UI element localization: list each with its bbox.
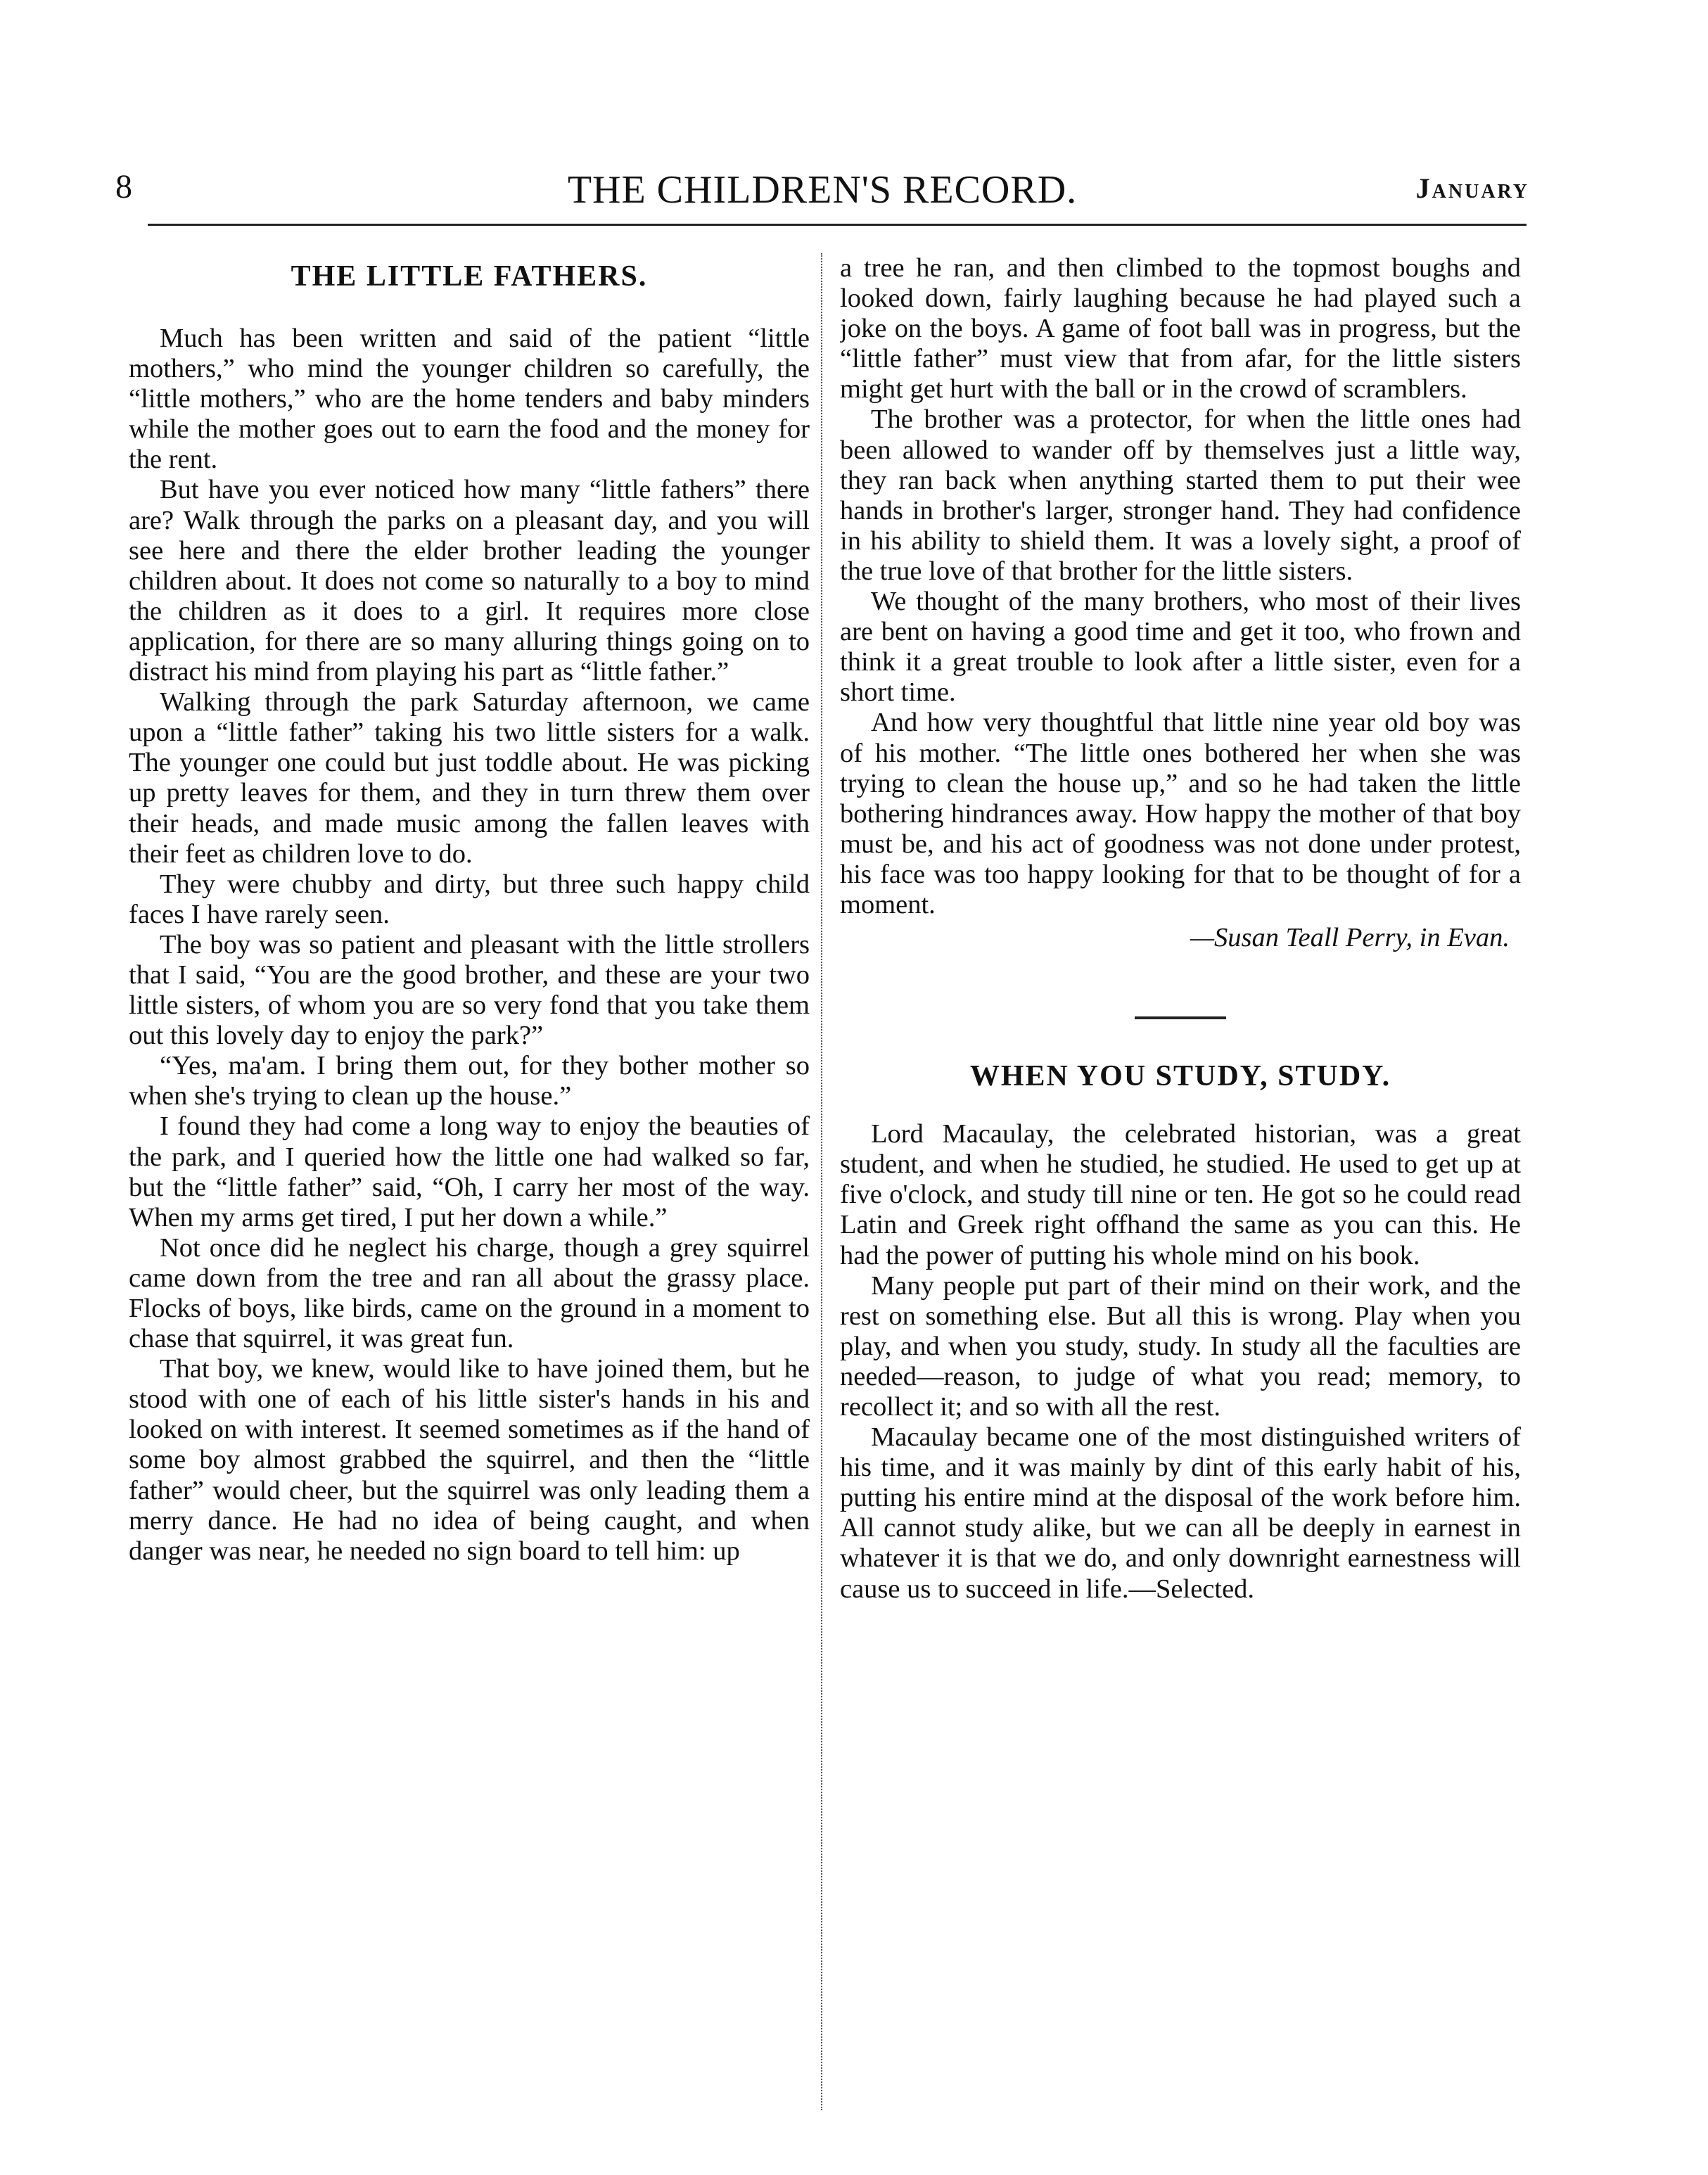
article-paragraph: “Yes, ma'am. I bring them out, for they bother mother so when she's trying to clean up the house.” (129, 1051, 810, 1111)
article-paragraph: I found they had come a long way to enjoy the beauties of the park, and I queried how the little one had walked so far, but the “little father” said, “Oh, I carry her most of the way. When my arms get tired, I put her down a while.” (129, 1111, 810, 1232)
issue-month: January (1415, 172, 1529, 204)
article-paragraph: Lord Macaulay, the celebrated historian, was a great student, and when he studied, he studied. He used to get up at five o'clock, and study till nine or ten. He got so he could read Latin and Greek right offhand the same as you can this. He had the power of putting his whole mind on his book. (840, 1119, 1521, 1270)
header-rule (148, 224, 1527, 226)
article-paragraph: Not once did he neglect his charge, though a grey squirrel came down from the tree and ran all about the grassy place. Flocks of boys, like birds, came on the ground in a moment to chase that squirrel, it was great fun. (129, 1232, 810, 1354)
article-paragraph: They were chubby and dirty, but three such happy child faces I have rarely seen. (129, 869, 810, 929)
article-separator (1135, 1016, 1226, 1019)
article-paragraph: We thought of the many brothers, who most of their lives are bent on having a good time and get it too, who frown and think it a great trouble to look after a little sister, even for a short time. (840, 587, 1521, 708)
article-paragraph: And how very thoughtful that little nine year old boy was of his mother. “The little ones bothered her when she was trying to clean the house up,” and so he had taken the little bothering hindrances away. How happy the mother of that boy must be, and his act of goodness was not done under protest, his face was too happy looking for that to be thought of for a moment. (840, 708, 1521, 919)
article-paragraph: But have you ever noticed how many “little fathers” there are? Walk through the parks on a pleasant day, and you will see here and there the elder brother leading the younger children about. It does not come so naturally to a boy to mind the children as it does to a girl. It requires more close application, for there are so many alluring things going on to distract his mind from playing his part as “little father.” (129, 475, 810, 687)
column-divider (821, 253, 822, 2110)
article-paragraph: The brother was a protector, for when the little ones had been allowed to wander off by themselves just a little way, they ran back when anything started them to put their wee hands in brother's larger, stronger hand. They had confidence in his ability to shield them. It was a lovely sight, a proof of the true love of that brother for the little sisters. (840, 404, 1521, 586)
left-column (129, 253, 810, 2124)
article-signoff: —Susan Teall Perry, in Evan. (1190, 923, 1510, 953)
article-paragraph-continued: a tree he ran, and then climbed to the topmost boughs and looked down, fairly laughing because he had played such a joke on the boys. A game of foot ball was in progress, but the “little father” must view that from afar, for the little sisters might get hurt with the ball or in the crowd of scramblers. (840, 253, 1521, 404)
article-paragraph: Macaulay became one of the most distinguished writers of his time, and it was mainly by dint of this early habit of his, putting his entire mind at the disposal of the work before him. All cannot study alike, but we can all be deeply in earnest in whatever it is that we do, and only downright earnestness will cause us to succeed in life.—Selected. (840, 1422, 1521, 1604)
page-number: 8 (115, 168, 132, 205)
right-column (840, 253, 1521, 2124)
article-title-when-you-study: WHEN YOU STUDY, STUDY. (969, 1060, 1391, 1093)
article-paragraph: The boy was so patient and pleasant with the little strollers that I said, “You are the good brother, and these are your two little sisters, of whom you are so very fond that you take them out this lovely day to enjoy the park?” (129, 929, 810, 1051)
article-paragraph: Much has been written and said of the patient “little mothers,” who mind the younger children so carefully, the “little mothers,” who are the home tenders and baby minders while the mother goes out to earn the food and the money for the rent. (129, 324, 810, 475)
journal-title: THE CHILDREN'S RECORD. (567, 168, 1078, 212)
article-paragraph: That boy, we knew, would like to have joined them, but he stood with one of each of his little sister's hands in his and looked on with interest. It seemed sometimes as if the hand of some boy almost grabbed the squirrel, and then the “little father” would cheer, but the squirrel was only leading them a merry dance. He had no idea of being caught, and when danger was near, he needed no sign board to tell him: up (129, 1354, 810, 1566)
article-paragraph: Many people put part of their mind on their work, and the rest on something else. But all this is wrong. Play when you play, and when you study, study. In study all the faculties are needed—reason, to judge of what you read; memory, to recollect it; and so with all the rest. (840, 1270, 1521, 1422)
article-title-little-fathers: THE LITTLE FATHERS. (291, 260, 648, 293)
running-header (115, 167, 1529, 217)
article-paragraph: Walking through the park Saturday afternoon, we came upon a “little father” taking his two little sisters for a walk. The younger one could but just toddle about. He was picking up pretty leaves for them, and they in turn threw them over their heads, and made music among the fallen leaves with their feet as children love to do. (129, 687, 810, 869)
